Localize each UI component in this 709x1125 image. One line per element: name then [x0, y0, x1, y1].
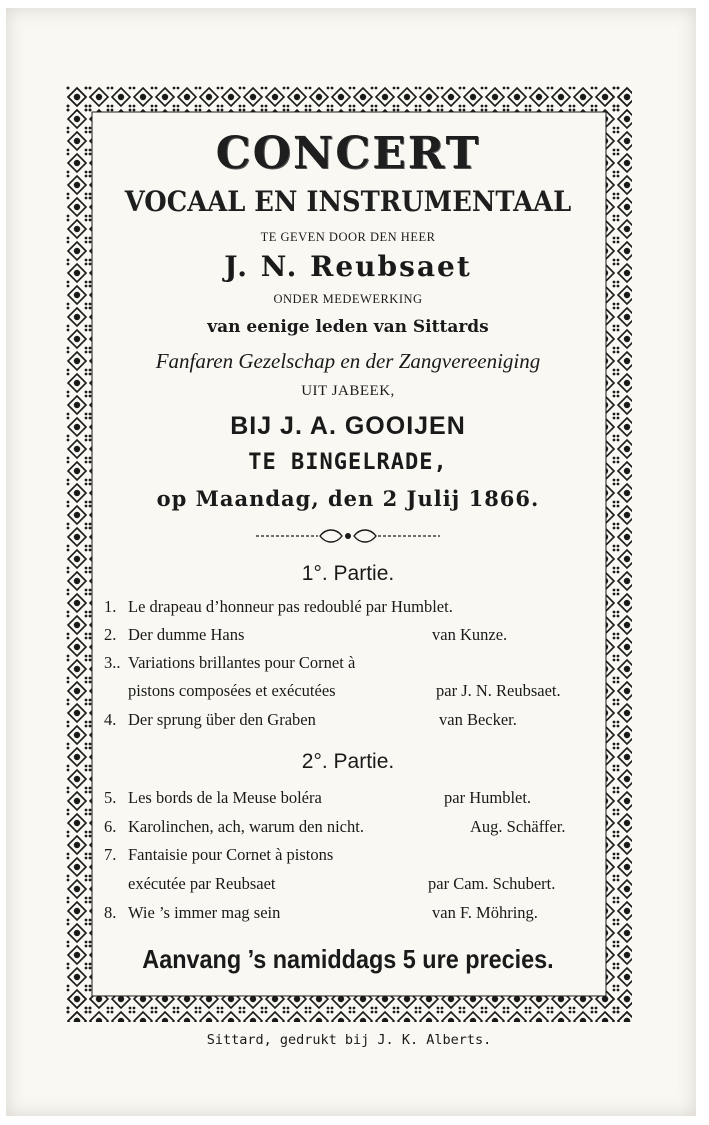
- item-title: Les bords de la Meuse boléra: [128, 788, 322, 807]
- poster-content: [100, 120, 596, 986]
- printer-imprint: Sittard, gedrukt bij J. K. Alberts.: [206, 1032, 492, 1048]
- item-number: 5.: [104, 788, 117, 807]
- item-title: Wie ’s immer mag sein: [128, 903, 281, 922]
- item-composer: van Becker.: [439, 710, 517, 729]
- item-title: Variations brillantes pour Cornet à: [128, 653, 356, 672]
- item-title: Der dumme Hans: [128, 625, 245, 644]
- part-two-heading: 2°. Partie.: [301, 750, 395, 773]
- cooperation-line: ONDER MEDEWERKING: [273, 292, 423, 306]
- program-item: [104, 903, 590, 925]
- concert-subtitle: VOCAAL EN INSTRUMENTAAL: [124, 185, 572, 218]
- program-item: [104, 817, 590, 839]
- members-line: van eenige leden van Sittards: [207, 317, 489, 337]
- item-number: 3..: [104, 653, 121, 672]
- concert-title: CONCERT: [215, 128, 481, 179]
- item-title: Fantaisie pour Cornet à pistons: [128, 845, 334, 864]
- program-item: [104, 625, 590, 647]
- item-composer: van F. Möhring.: [432, 903, 538, 922]
- start-time-line: Aanvang ’s namiddags 5 ure precies.: [142, 944, 554, 974]
- item-composer: Aug. Schäffer.: [470, 817, 566, 836]
- item-number: 6.: [104, 817, 117, 836]
- item-number: 1.: [104, 597, 117, 616]
- item-composer: par Cam. Schubert.: [428, 874, 556, 893]
- program-item: [104, 710, 590, 732]
- item-number: 8.: [104, 903, 117, 922]
- item-composer: par Humblet.: [444, 788, 532, 807]
- item-title: Le drapeau d’honneur pas redoublé par Humblet.: [128, 597, 453, 616]
- program-item-continuation: [104, 681, 590, 703]
- place-line: TE BINGELRADE,: [248, 450, 448, 475]
- date-line: op Maandag, den 2 Julij 1866.: [156, 486, 540, 511]
- item-title: pistons composées et exécutées: [128, 681, 336, 700]
- given-by-line: TE GEVEN DOOR DEN HEER: [260, 230, 436, 244]
- part-one-heading: 1°. Partie.: [301, 562, 395, 585]
- program-item: [104, 845, 590, 867]
- item-number: 4.: [104, 710, 117, 729]
- program-item: [104, 653, 590, 675]
- origin-line: UIT JABEEK,: [301, 383, 395, 399]
- performer-name: J. N. Reubsaet: [224, 250, 472, 283]
- program-item: [104, 788, 590, 810]
- item-number: 2.: [104, 625, 117, 644]
- item-title: Der sprung über den Graben: [128, 710, 316, 729]
- venue-line: BIJ J. A. GOOIJEN: [230, 412, 466, 440]
- item-composer: van Kunze.: [432, 625, 508, 644]
- item-title: exécutée par Reubsaet: [128, 874, 276, 893]
- societies-line: Fanfaren Gezelschap en der Zangvereeniging: [155, 349, 541, 373]
- item-title: Karolinchen, ach, warum den nicht.: [128, 817, 364, 836]
- program-item: [104, 597, 590, 619]
- ornamental-divider: [256, 528, 440, 544]
- item-composer: par J. N. Reubsaet.: [436, 681, 561, 700]
- program-item-continuation: [104, 874, 590, 896]
- item-number: 7.: [104, 845, 117, 864]
